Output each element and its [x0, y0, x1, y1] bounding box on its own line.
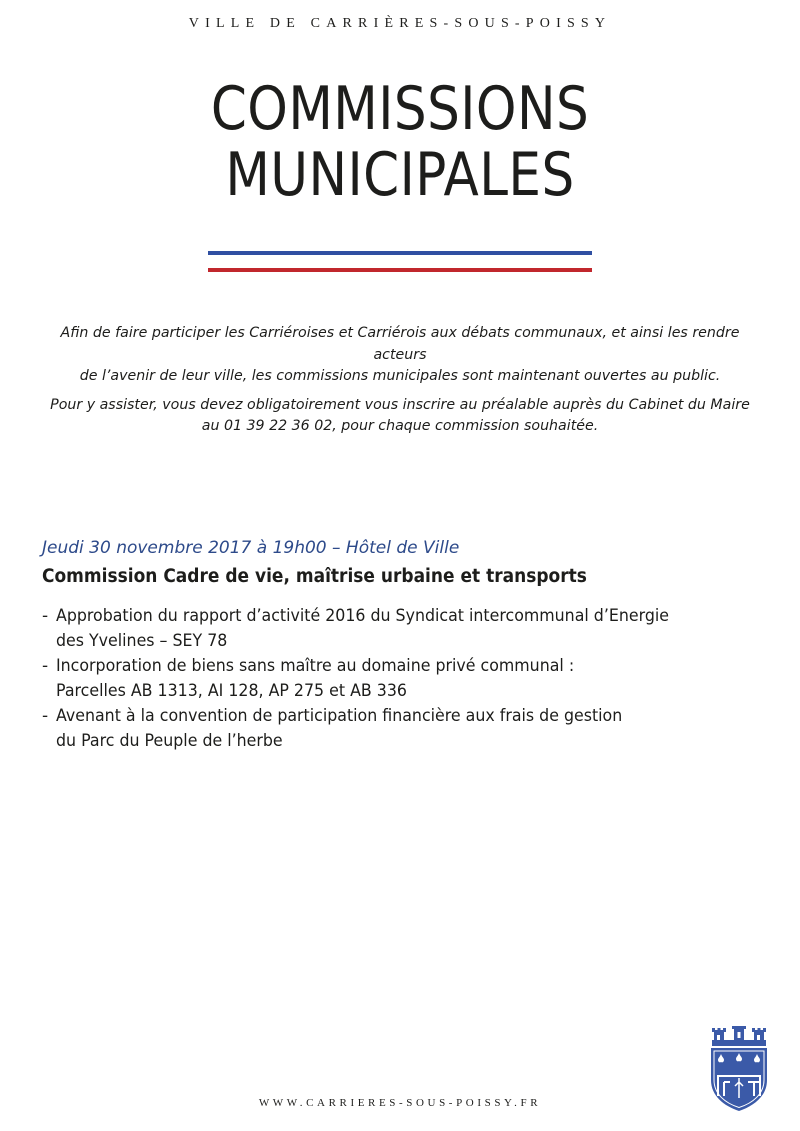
agenda-bullet: - — [42, 656, 49, 676]
meeting-date-place: Jeudi 30 novembre 2017 à 19h00 – Hôtel de Ville — [42, 538, 460, 558]
intro-p1-line-2: de l’avenir de leur ville, les commissions municipales sont maintenant ouvertes au public. — [79, 368, 721, 384]
agenda-item-line-1: Incorporation de biens sans maître au domaine privé communal : — [56, 656, 575, 676]
intro-p1-line-1: Afin de faire participer les Carriéroises et Carriérois aux débats communaux, et ainsi les rendre acteurs — [60, 325, 740, 363]
intro-paragraph-1 — [40, 323, 760, 388]
city-name: VILLE DE CARRIÈRES-SOUS-POISSY — [188, 16, 612, 31]
website-url: WWW.CARRIERES-SOUS-POISSY.FR — [258, 1097, 542, 1109]
agenda-item — [42, 704, 762, 754]
agenda-item-text — [56, 604, 669, 654]
agenda-item-text — [56, 704, 622, 754]
agenda-bullet: - — [42, 606, 49, 626]
flag-red-rule — [208, 268, 592, 272]
commission-title: Commission Cadre de vie, maîtrise urbaine et transports — [42, 566, 587, 587]
intro-p2-line-2: au 01 39 22 36 02, pour chaque commission souhaitée. — [201, 418, 599, 434]
agenda-item-line-2: Parcelles AB 1313, AI 128, AP 275 et AB 336 — [56, 681, 407, 701]
page-title — [56, 76, 744, 208]
agenda-bullet: - — [42, 706, 49, 726]
flag-blue-rule — [208, 251, 592, 255]
intro-text — [40, 323, 760, 445]
title-line-1: COMMISSIONS — [210, 74, 590, 144]
agenda-item-line-1: Avenant à la convention de participation financière aux frais de gestion — [56, 706, 623, 726]
intro-paragraph-2 — [40, 395, 760, 438]
agenda-item-text — [56, 654, 574, 704]
agenda-item — [42, 654, 762, 704]
agenda-item-line-2: du Parc du Peuple de l’herbe — [56, 731, 283, 751]
agenda-item — [42, 604, 762, 654]
agenda-item-line-2: des Yvelines – SEY 78 — [56, 631, 228, 651]
title-line-2: MUNICIPALES — [225, 140, 575, 210]
intro-p2-line-1: Pour y assister, vous devez obligatoirement vous inscrire au préalable auprès du Cabinet du Maire — [50, 396, 750, 413]
agenda-list — [42, 604, 762, 754]
agenda-item-line-1: Approbation du rapport d’activité 2016 du Syndicat intercommunal d’Energie — [56, 606, 669, 626]
